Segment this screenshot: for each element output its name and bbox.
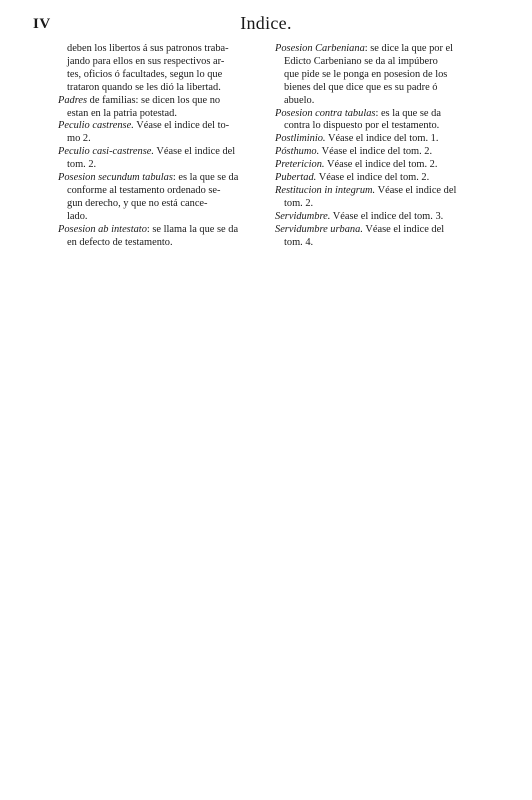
index-entry [275,43,485,108]
entry-line: tes, oficios ó facultades, segun lo que [67,68,223,80]
entry-line: Véase el indice del to- [136,120,230,132]
entry-term: Posesion Carbeniana [275,43,365,54]
entry-term-tail: de familias [87,94,136,106]
entry-line: Véase el indice del [365,223,445,235]
entry-line: conforme al testamento ordenado se- [67,184,221,196]
entry-line: lado. [67,210,88,222]
entry-term: Posesion secundum tabulas [58,172,173,184]
page-title: Indice. [240,13,292,33]
index-entry [58,95,270,121]
index-entry [58,224,270,250]
index-entry [275,185,485,211]
entry-line: bienes del que dice que es su padre ó [284,81,438,93]
entry-line: : es la que se da [375,107,441,119]
page-number: IV [33,16,51,32]
entry-term: Pósthumo. [275,146,320,158]
entry-term: Pubertad. [275,172,317,184]
entry-term: Pretericion. [275,159,325,171]
entry-line: : se dice la que por el [364,43,454,54]
entry-term: Restitucion in integrum. [275,184,376,196]
entry-line: tom. 4. [284,236,314,248]
entry-line: que pide se le ponga en posesion de los [284,68,448,80]
entry-line: tom. 2. [284,197,314,209]
entry-term: Servidumbre urbana. [275,223,363,235]
entry-line: Véase el indice del tom. 3. [332,210,444,222]
entry-line: abuelo. [284,94,315,106]
right-column [275,43,485,250]
left-column [58,43,270,250]
index-entry [58,146,270,172]
index-entry [58,172,270,224]
index-entry [275,133,485,146]
entry-line: : se dicen los que no [135,94,221,106]
index-entry [275,146,485,159]
entry-term: Posesion contra tabulas [275,107,376,119]
entry-line: contra lo dispuesto por el testamento. [284,120,440,132]
entry-line: Véase el indice del [156,146,236,158]
entry-line: en defecto de testamento. [67,236,173,248]
entry-term: Padres [58,94,88,106]
entry-line: trataron quando se les dió la libertad. [67,81,221,93]
entry-line: : es la que se da [172,172,239,184]
entry-line: tom. 2. [67,159,97,171]
entry-line: estan en la patria potestad. [67,107,177,119]
entry-line: Véase el indice del tom. 1. [327,133,439,145]
entry-term: Posesion ab intestato [58,223,147,235]
entry-line: Véase el indice del tom. 2. [318,172,430,184]
index-entry [275,211,485,224]
entry-term: Peculio castrense. [58,120,134,132]
entry-line: Edicto Carbeniano se da al impúbero [284,55,438,67]
entry-line: Véase el indice del tom. 2. [326,159,438,171]
entry-line: Véase el indice del tom. 2. [321,146,433,158]
entry-line: deben los libertos á sus patronos traba- [67,43,229,54]
index-entry [275,172,485,185]
entry-line: jando para ellos en sus respectivos ar- [67,55,225,67]
entry-term: Servidumbre. [275,210,331,222]
index-entry [58,43,270,95]
index-entry [58,120,270,146]
entry-term: Postliminio. [275,133,326,145]
index-entry [275,159,485,172]
entry-line: mo 2. [67,133,91,145]
entry-line: gun derecho, y que no está cance- [67,197,208,209]
entry-line: Véase el indice del [377,184,457,196]
entry-term: Peculio casi-castrense. [58,146,154,158]
index-entry [275,108,485,134]
index-entry [275,224,485,250]
entry-line: : se llama la que se da [146,223,239,235]
